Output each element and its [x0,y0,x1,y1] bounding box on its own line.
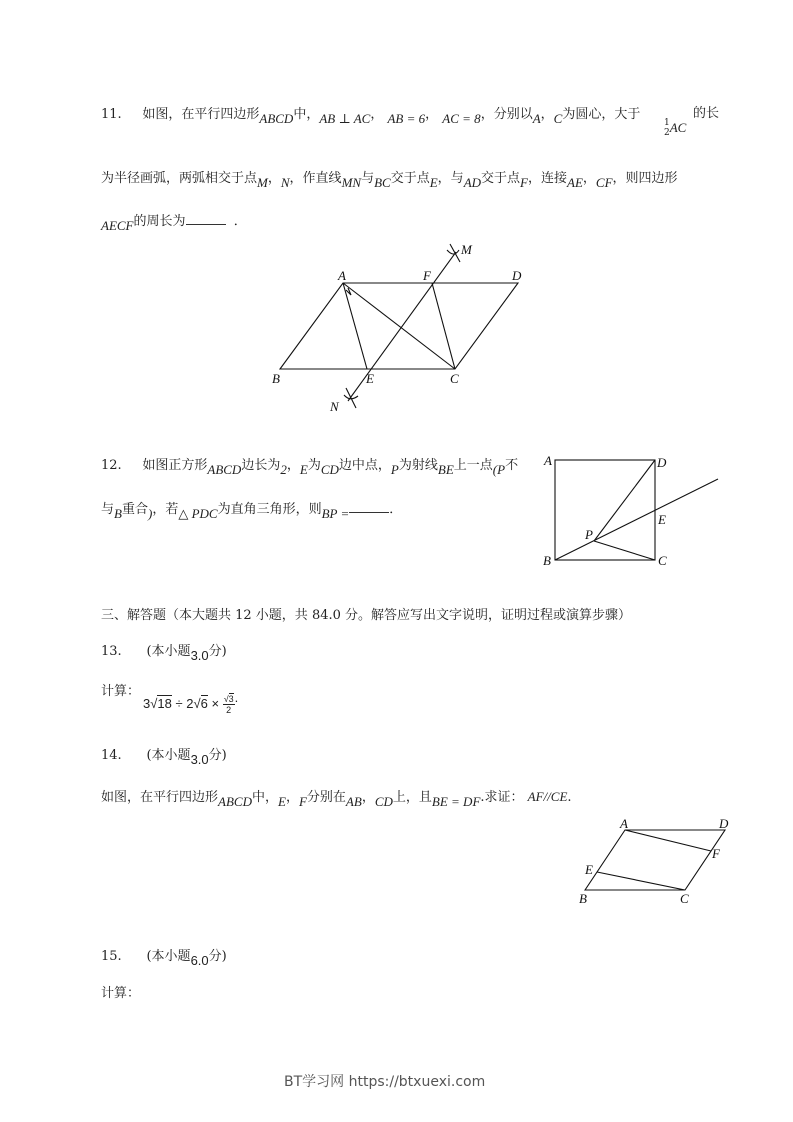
answer-blank [186,212,226,225]
q15-number: 15. [101,949,122,964]
svg-text:E: E [366,371,374,386]
q11-fraction-half-ac: 1 2AC [664,118,687,138]
figure-lines [280,244,518,408]
q14-number: 14. [101,748,122,763]
svg-text:D: D [512,268,522,283]
svg-text:F: F [712,846,720,861]
svg-text:C: C [658,553,667,568]
q11-line2: 为半径画弧，两弧相交于点M，N，作直线MN与BC交于点E，与AD交于点F，连接AE，CF，则四边形 [101,171,678,190]
answer-blank [349,500,389,513]
q12-line2: 与B重合)，若△ PDC为直角三角形，则BP = ． [101,502,403,521]
figure-lines [585,830,725,890]
svg-text:D: D [657,455,667,470]
q11-number: 11. [101,107,122,122]
svg-text:A: A [544,453,552,468]
q13-expression: 3√18 ÷ 2√6 × √3 2. [143,689,239,715]
q14-header: 14. (本小题3.0分) [101,748,227,767]
svg-text:D: D [719,816,729,831]
svg-text:B: B [272,371,280,386]
q15-prompt: 计算： [101,986,141,1001]
svg-text:B: B [579,891,587,906]
q14-parallelogram-figure [570,810,740,910]
q11-line1: 11. 如图，在平行四边形ABCD中，AB ⊥ AC， AB = 6， AC = 8，分别以A，C为圆心，大于 [101,107,641,126]
q13-number: 13. [101,644,122,659]
q12-number: 12. [101,458,122,473]
svg-text:B: B [543,553,551,568]
arc-mark-m [447,244,460,262]
q11-parallelogram-figure [260,240,540,420]
q12-square-figure [530,445,730,575]
svg-text:M: M [461,242,472,257]
section-heading: 三、解答题（本大题共 12 小题，共 84.0 分。解答应写出文字说明，证明过程或演算步骤） [101,608,632,623]
svg-text:E: E [585,862,593,877]
figure-lines [555,460,718,560]
fraction: √3 2 [223,694,234,715]
svg-text:C: C [680,891,689,906]
svg-text:F: F [423,268,431,283]
q13-prompt: 计算： [101,684,141,699]
footer-watermark: BT学习网 https://btxuexi.com [284,1074,486,1090]
q14-statement: 如图，在平行四边形ABCD中，E，F分别在AB，CD上，且BE = DF.求证： AF//CE. [101,789,572,809]
svg-text:C: C [450,371,459,386]
q12-line1: 12. 如图正方形ABCD边长为2，E为CD边中点，P为射线BE上一点(P不 [101,458,519,477]
svg-text:E: E [658,512,666,527]
q15-header: 15. (本小题6.0分) [101,949,227,968]
svg-text:A: A [338,268,346,283]
q11-line3: AECF的周长为 ． [101,214,247,233]
svg-text:A: A [620,816,628,831]
q13-header: 13. (本小题3.0分) [101,644,227,663]
svg-text:P: P [585,527,593,542]
svg-text:N: N [330,399,339,414]
